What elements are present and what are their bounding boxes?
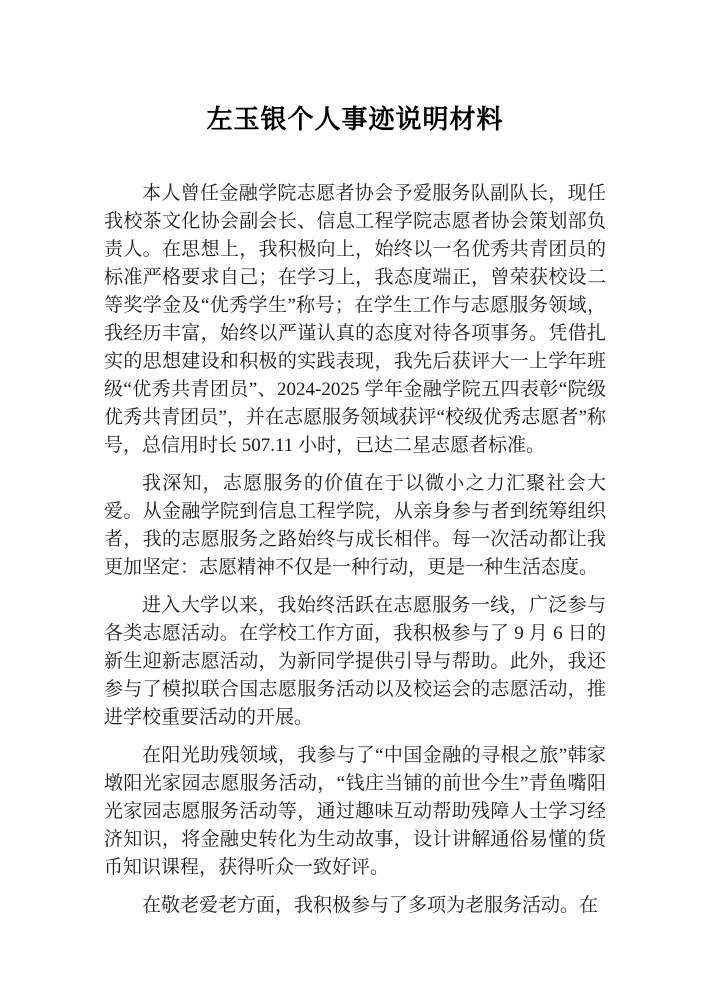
document-body	[104, 180, 606, 920]
paragraph-volunteer-values: 我深知，志愿服务的价值在于以微小之力汇聚社会大爱。从金融学院到信息工程学院，从亲身参与者到统筹组织者，我的志愿服务之路始终与成长相伴。每一次活动都让我更加坚定：志愿精神不仅是一种行动，更是一种生活态度。	[104, 473, 606, 578]
paragraph-campus-activities: 进入大学以来，我始终活跃在志愿服务一线，广泛参与各类志愿活动。在学校工作方面，我积极参与了 9 月 6 日的新生迎新志愿活动，为新同学提供引导与帮助。此外，我还参与了模拟联合国志愿服务活动以及校运会的志愿活动，推进学校重要活动的开展。	[104, 595, 606, 728]
paragraph-intro-honors: 本人曾任金融学院志愿者协会予爱服务队副队长，现任我校茶文化协会副会长、信息工程学院志愿者协会策划部负责人。在思想上，我积极向上，始终以一名优秀共青团员的标准严格要求自己；在学习上，我态度端正，曾荣获校设二等奖学金及“优秀学生”称号；在学生工作与志愿服务领域，我经历丰富，始终以严谨认真的态度对待各项事务。凭借扎实的思想建设和积极的实践表现，我先后获评大一上学年班级“优秀共青团员”、2024-2025 学年金融学院五四表彰“院级优秀共青团员”，并在志愿服务领域获评“校级优秀志愿者”称号，总信用时长 507.11 小时，已达二星志愿者标准。	[104, 183, 606, 456]
paragraph-elderly-care-truncated: 在敬老爱老方面，我积极参与了多项为老服务活动。在	[142, 895, 599, 916]
paragraph-disability-support: 在阳光助残领域，我参与了“中国金融的寻根之旅”韩家墩阳光家园志愿服务活动，“钱庄当铺的前世今生”青鱼嘴阳光家园志愿服务活动等，通过趣味互动帮助残障人士学习经济知识，将金融史转化为生动故事，设计讲解通俗易懂的货币知识课程，获得听众一致好评。	[104, 745, 606, 878]
document-title: 左玉银个人事迹说明材料	[206, 105, 504, 134]
